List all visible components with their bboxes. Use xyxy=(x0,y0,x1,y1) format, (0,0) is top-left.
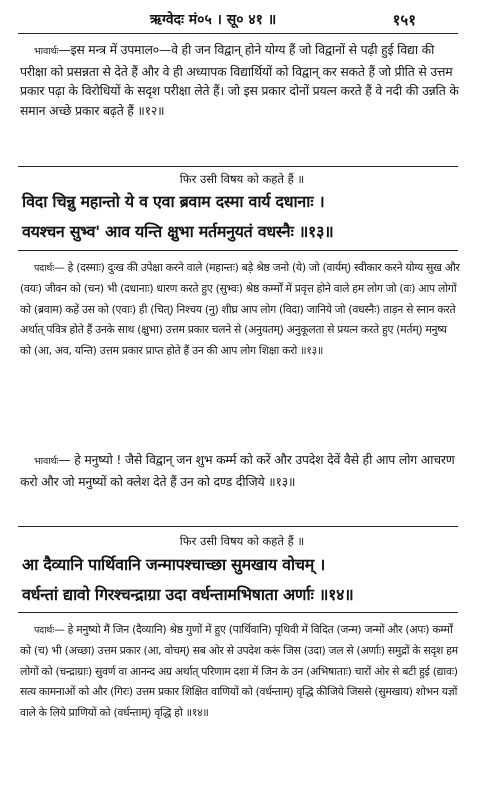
header-rule xyxy=(18,33,458,34)
padartha-label: पदार्थः xyxy=(34,263,54,274)
bhavartha-label: भावार्थः xyxy=(34,456,59,467)
padartha-label: पदार्थः xyxy=(34,625,54,636)
header-title: ऋग्वेदः मं०५ । सू० ४१ ॥ xyxy=(150,12,277,28)
mantra-14-line-1: आ दैव्यानि पार्थिवानि जन्मापश्चाच्छा सुमखाय वोचम् । xyxy=(22,555,325,574)
running-header xyxy=(0,10,484,32)
mantra-rule xyxy=(18,250,458,251)
bhavartha-label: भावार्थः xyxy=(34,46,59,57)
page-number: १५१ xyxy=(392,11,416,29)
section-rule xyxy=(18,166,458,167)
bhavartha-text: —इस मन्त्र में उपमाल०—वे ही जन विद्वान् होने योग्य हैं जो विद्वानों से पढ़ी हुई विद्या की परीक्षा को प्रसन्नता से देते हैं और वे ही अध्यापक विद्यार्थियों को विद्वान् कर सकते हैं जो प्रीति से उत्तम प्रकार पढ़ा के विरोधियों के सदृश परीक्षा लेते हैं। जो इस प्रकार दोनों प्रयत्न करते हैं वे नदी की उन्नति के समान अच्छे प्रकार बढ़ते हैं ॥१२॥ xyxy=(20,42,459,118)
padartha-14 xyxy=(20,620,460,723)
mantra-rule xyxy=(18,612,458,613)
padartha-13 xyxy=(20,258,460,361)
mantra-14-line-2: वर्धन्तां द्यावो गिरश्चन्द्राग्रा उदा वर्धन्तामभिषाता अर्णाः ॥१४॥ xyxy=(22,585,354,604)
bhavartha-text: — हे मनुष्यो ! जैसे विद्वान् जन शुभ कर्म्म को करें और उपदेश देवें वैसे ही आप लोग आचरण करो और जो मनुष्यों को क्लेश देते हैं उन को दण्ड दीजिये ॥१३॥ xyxy=(20,452,455,489)
bhavartha-12 xyxy=(20,40,460,120)
mantra-13-line-1: विदा चिन्नु महान्तो ये व एवा ब्रवाम दस्मा वार्य दधानाः । xyxy=(22,192,325,211)
section-heading: फिर उसी विषय को कहते हैं ॥ xyxy=(179,172,305,186)
section-rule xyxy=(18,526,458,527)
padartha-text: — हे मनुष्यो मैं जिन (दैव्यानि) श्रेष्ठ गुणों में हुए (पार्थिवानि) पृथिवी में विदित (जन्म) जन्मों और (अपः) कर्म्मों को (च) भी (अच्छा) उत्तम प्रकार (आ, वोचम्) सब ओर से उपदेश करूं जिस (उदा) जल से (अर्णाः) समुद्रों के सदृश हम लोगों को (चन्द्राग्राः) सुवर्ण वा आनन्द अग्र अर्थात् परिणाम दशा में जिन के उन (अभिषाताः) चारों ओर से बटी हुई (द्यावः) सत्य कामनाओं को और (गिरः) उत्तम प्रकार शिक्षित वाणियों को (वर्धन्ताम्) वृद्धि कीजिये जिससे (सुमखाय) शोभन यज्ञों वाले के लिये प्राणियों को (वर्धन्ताम्) वृद्धि हो ॥१४॥ xyxy=(20,623,458,719)
mantra-13-line-2: वयश्चन सुभ्व' आव यन्ति क्षुभा मर्तमनुयतं वधस्नैः ॥१३॥ xyxy=(22,222,334,241)
padartha-text: — हे (दस्माः) दुःख की उपेक्षा करने वाले (महान्तः) बड़े श्रेष्ठ जनो (ये) जो (वार्यम्) स्वीकार करने योग्य सुख और (वयः) जीवन को (चन) भी (दधानाः) धारण करते हुए (सुभ्वः) श्रेष्ठ कर्म्मों में प्रवृत्त होने वाले हम लोग जो (वः) आप लोगों को (ब्रवाम) कहें उस को (एवाः) ही (चित्) निश्चय (नु) शीघ्र आप लोग (विदा) जानिये जो (वधस्नैः) ताड़न से स्नान करते अर्थात् पवित्र होते हैं उनके साथ (क्षुभा) उत्तम प्रकार चलने से (अनुयतम्) अनुकूलता से प्रयत्न करते हुए (मर्तम्) मनुष्य को (आ, अव, यन्ति) उत्तम प्रकार प्राप्त होते हैं उन की आप लोग शिक्षा करो ॥१३॥ xyxy=(20,261,460,357)
section-heading: फिर उसी विषय को कहते हैं ॥ xyxy=(179,534,305,548)
bhavartha-13 xyxy=(20,450,460,491)
